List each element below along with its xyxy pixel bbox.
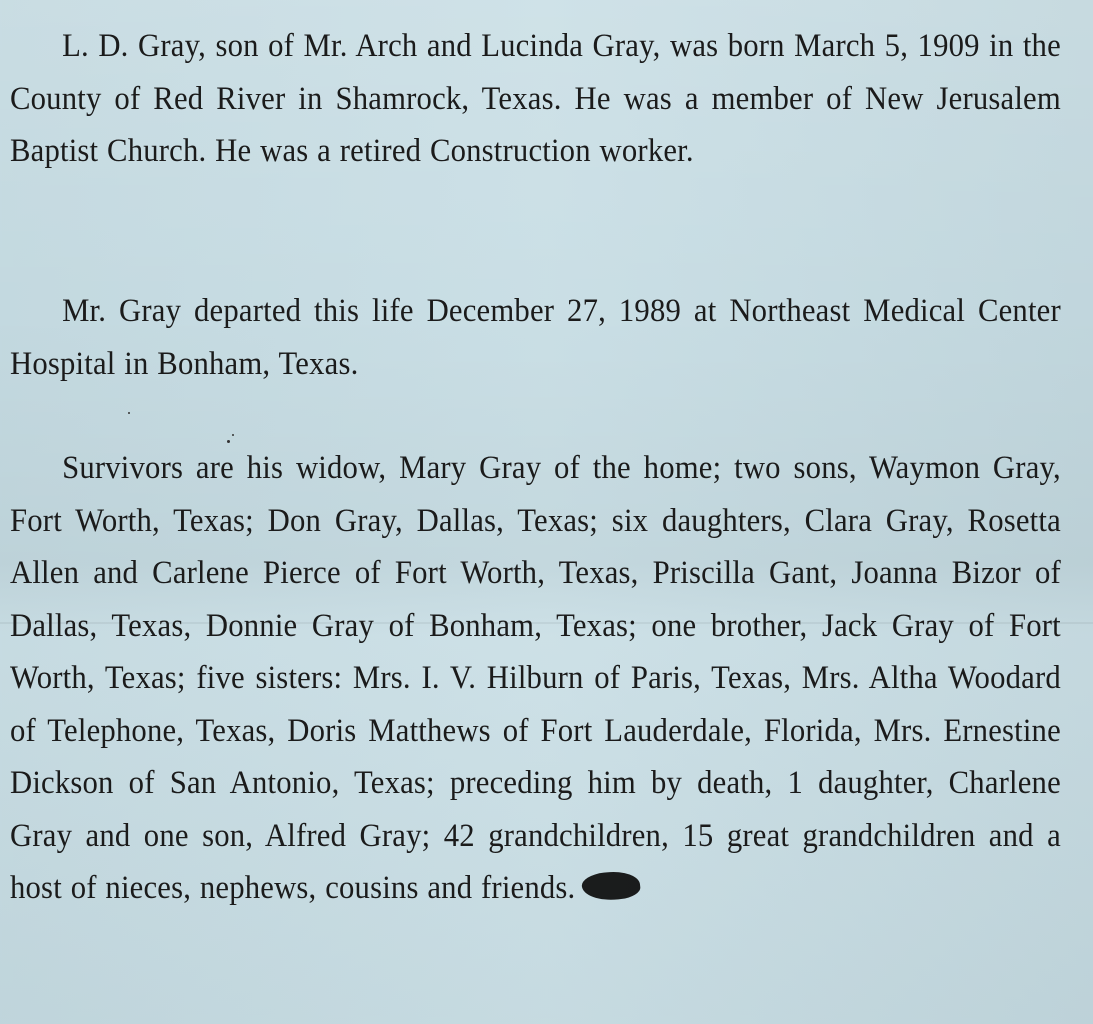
ink-speck: [232, 434, 234, 436]
ink-speck: [227, 440, 230, 443]
paragraph-death: Mr. Gray departed this life December 27, 1989 at Northeast Medical Center Hospital in Bonham, Texas.: [10, 293, 1061, 382]
paragraph-survivors: Survivors are his widow, Mary Gray of the home; two sons, Waymon Gray, Fort Worth, Texas; Don Gray, Dallas, Texas; six daughters, Clara Gray, Rosetta Allen and Carlene Pierce of Fort Worth, Texas, Priscilla Gant, Joanna Bizor of Dallas, Texas, Donnie Gray of Bonham, Texas; one brother, Jack Gray of Fort Worth, Texas; five sisters: Mrs. I. V. Hilburn of Paris, Texas, Mrs. Altha Woodard of Telephone, Texas, Doris Matthews of Fort Lauderdale, Florida, Mrs. Ernestine Dickson of San Antonio, Texas; preceding him by death, 1 daughter, Charlene Gray and one son, Alfred Gray; 42 grandchildren, 15 great grandchildren and a host of nieces, nephews, cousins and friends.: [10, 450, 1061, 906]
ink-speck: [128, 412, 130, 414]
paragraph-birth-and-life: L. D. Gray, son of Mr. Arch and Lucinda Gray, was born March 5, 1909 in the County of Red River in Shamrock, Texas. He was a member of New Jerusalem Baptist Church. He was a retired Construction worker.: [10, 28, 1061, 169]
